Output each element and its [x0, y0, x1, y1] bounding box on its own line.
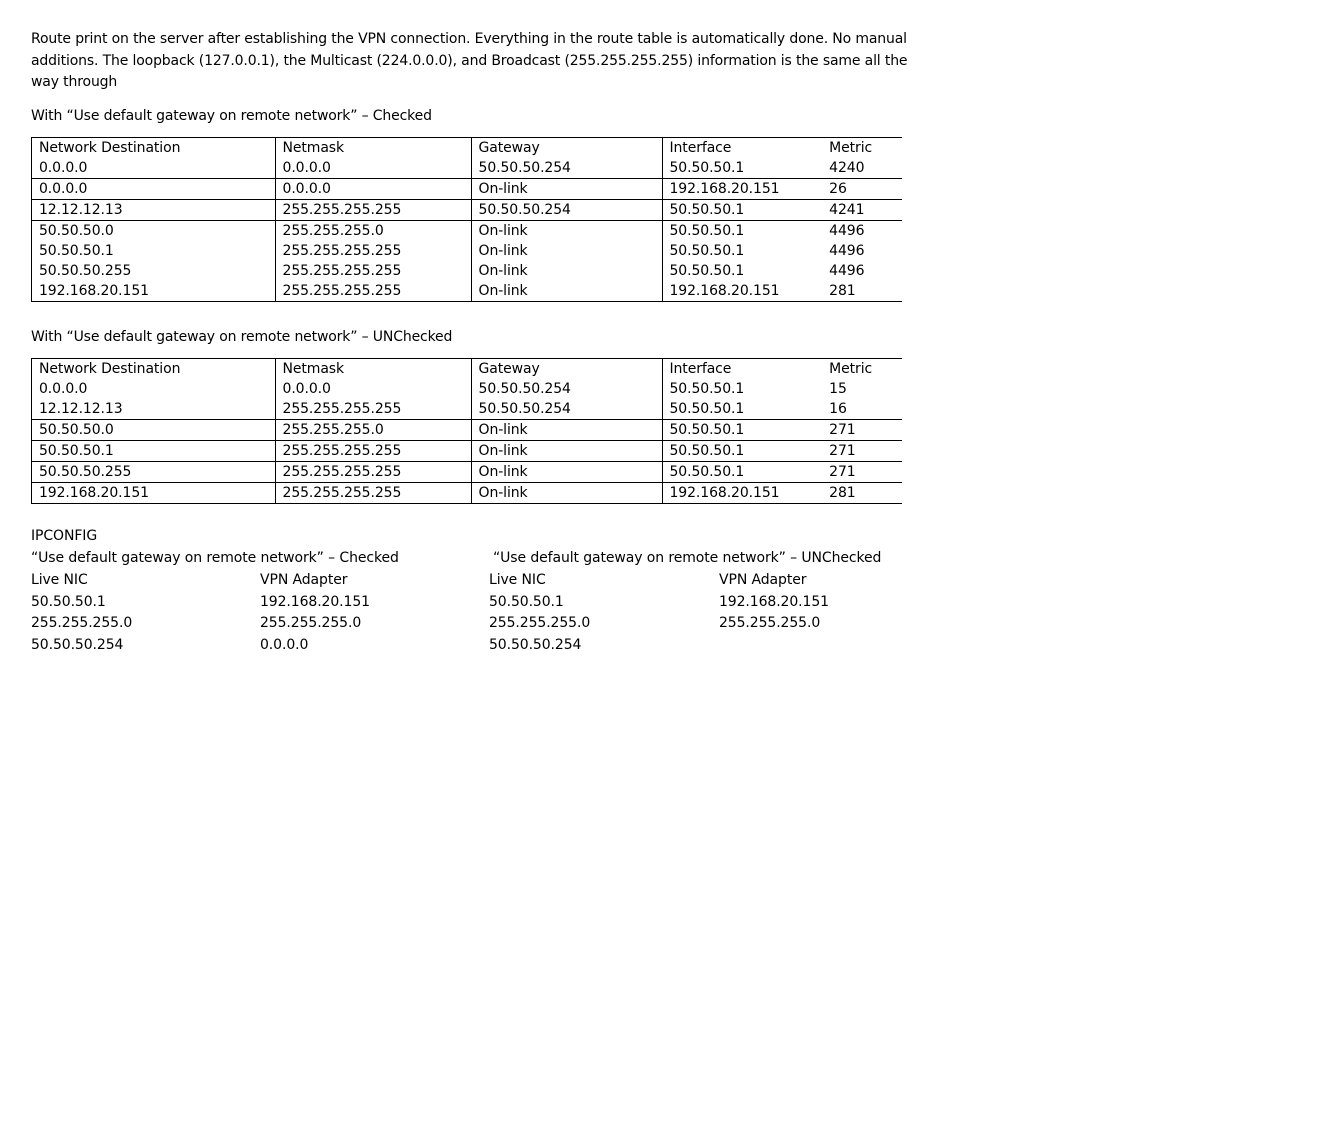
cell-destination: 192.168.20.151 [32, 281, 276, 302]
cell-netmask: 0.0.0.0 [275, 379, 471, 399]
table-row [32, 420, 903, 441]
cell-metric: 16 [824, 399, 902, 420]
cell-gateway: 50.50.50.254 [471, 200, 662, 221]
unchecked-live-nic-mask: 255.255.255.0 [489, 615, 591, 631]
table-row [32, 241, 903, 261]
cell-netmask: 255.255.255.255 [275, 281, 471, 302]
cell-metric: 281 [824, 483, 902, 504]
cell-destination: 50.50.50.255 [32, 462, 276, 483]
checked-live-nic-label: Live NIC [31, 572, 88, 588]
cell-metric: 4496 [829, 263, 865, 279]
table-row [32, 462, 903, 483]
cell-interface: 50.50.50.1 [662, 158, 824, 179]
unchecked-vpn-mask: 255.255.255.0 [719, 615, 821, 631]
cell-destination: 12.12.12.13 [32, 200, 276, 221]
cell-gateway: On-link [471, 281, 662, 302]
table-row [32, 200, 903, 221]
unchecked-vpn-adapter-label: VPN Adapter [719, 572, 807, 588]
cell-interface: 192.168.20.151 [662, 281, 824, 302]
header-netmask: Netmask [275, 138, 471, 159]
cell-netmask: 255.255.255.0 [275, 221, 471, 242]
cell-metric: 15 [829, 381, 847, 397]
cell-netmask: 255.255.255.255 [275, 462, 471, 483]
header-network-destination: Network Destination [32, 359, 276, 380]
ipconfig-checked-title: “Use default gateway on remote network” – Checked [31, 550, 399, 566]
cell-netmask: 255.255.255.255 [275, 241, 471, 261]
cell-interface: 192.168.20.151 [662, 483, 824, 504]
table-unchecked-caption: With “Use default gateway on remote network” – UNChecked [31, 329, 453, 345]
cell-interface: 50.50.50.1 [669, 223, 745, 239]
cell-gateway: On-link [471, 420, 662, 441]
unchecked-live-nic-gateway: 50.50.50.254 [489, 637, 582, 653]
unchecked-live-nic-label: Live NIC [489, 572, 546, 588]
cell-metric: 281 [824, 281, 902, 302]
cell-destination: 50.50.50.1 [32, 241, 276, 261]
table-row [32, 399, 903, 420]
header-interface: Interface [662, 359, 824, 380]
cell-netmask: 255.255.255.255 [275, 441, 471, 462]
cell-interface: 50.50.50.1 [669, 381, 745, 397]
cell-netmask: 255.255.255.0 [275, 420, 471, 441]
cell-netmask: 0.0.0.0 [275, 179, 471, 200]
cell-destination: 50.50.50.1 [32, 441, 276, 462]
checked-vpn-mask: 255.255.255.0 [260, 615, 362, 631]
cell-gateway: On-link [471, 241, 662, 261]
cell-destination: 0.0.0.0 [32, 379, 276, 399]
cell-interface: 50.50.50.1 [662, 441, 824, 462]
checked-live-nic-mask: 255.255.255.0 [31, 615, 133, 631]
table-row [32, 158, 903, 179]
header-netmask: Netmask [275, 359, 471, 380]
intro-paragraph: Route print on the server after establishing the VPN connection. Everything in the route table is automatically done. No manual additions. The loopback (127.0.0.1), the Multicast (224.0.0.0), and Broadcast (255.255.255.255) information is the same all the way through [31, 31, 908, 91]
route-table-unchecked [31, 358, 902, 504]
cell-gateway: On-link [471, 221, 662, 242]
cell-gateway: 50.50.50.254 [471, 379, 662, 399]
cell-interface: 50.50.50.1 [669, 243, 745, 259]
unchecked-live-nic-ip: 50.50.50.1 [489, 594, 564, 610]
cell-interface: 50.50.50.1 [662, 200, 824, 221]
table-header-row [32, 359, 903, 380]
cell-destination: 0.0.0.0 [32, 179, 276, 200]
cell-metric: 4241 [824, 200, 902, 221]
cell-metric: 271 [824, 441, 902, 462]
table-row [32, 281, 903, 302]
cell-metric: 26 [824, 179, 902, 200]
header-interface: Interface [662, 138, 824, 159]
cell-netmask: 255.255.255.255 [275, 200, 471, 221]
cell-gateway: On-link [471, 179, 662, 200]
cell-metric: 271 [824, 420, 902, 441]
table-row [32, 441, 903, 462]
cell-destination: 0.0.0.0 [32, 158, 276, 179]
cell-gateway: 50.50.50.254 [471, 158, 662, 179]
cell-interface: 192.168.20.151 [662, 179, 824, 200]
cell-interface: 50.50.50.1 [669, 263, 745, 279]
table-row [32, 221, 903, 242]
header-gateway: Gateway [471, 359, 662, 380]
cell-destination: 12.12.12.13 [32, 399, 276, 420]
cell-netmask: 255.255.255.255 [275, 483, 471, 504]
table-checked-caption: With “Use default gateway on remote network” – Checked [31, 108, 432, 124]
cell-gateway: 50.50.50.254 [471, 399, 662, 420]
cell-destination: 192.168.20.151 [32, 483, 276, 504]
table-row [32, 379, 903, 399]
ipconfig-title: IPCONFIG [31, 528, 98, 544]
cell-interface: 50.50.50.1 [662, 462, 824, 483]
cell-destination: 50.50.50.255 [32, 261, 276, 281]
cell-netmask: 0.0.0.0 [275, 158, 471, 179]
checked-live-nic-ip: 50.50.50.1 [31, 594, 106, 610]
cell-interface: 50.50.50.1 [662, 399, 824, 420]
route-table-checked [31, 137, 902, 302]
ipconfig-unchecked-title: “Use default gateway on remote network” – UNChecked [493, 550, 882, 566]
cell-interface: 50.50.50.1 [662, 420, 824, 441]
cell-gateway: On-link [471, 483, 662, 504]
cell-netmask: 255.255.255.255 [275, 261, 471, 281]
cell-netmask: 255.255.255.255 [275, 399, 471, 420]
unchecked-vpn-ip: 192.168.20.151 [719, 594, 829, 610]
cell-metric: 4496 [829, 223, 865, 239]
document [31, 29, 931, 653]
cell-metric: 4496 [829, 243, 865, 259]
header-metric: Metric [824, 138, 902, 159]
header-metric: Metric [824, 359, 902, 380]
checked-vpn-gateway: 0.0.0.0 [260, 637, 309, 653]
cell-gateway: On-link [471, 261, 662, 281]
header-network-destination: Network Destination [32, 138, 276, 159]
checked-vpn-adapter-label: VPN Adapter [260, 572, 348, 588]
cell-destination: 50.50.50.0 [32, 221, 276, 242]
checked-vpn-ip: 192.168.20.151 [260, 594, 370, 610]
header-gateway: Gateway [471, 138, 662, 159]
cell-metric: 4240 [824, 158, 902, 179]
table-row [32, 261, 903, 281]
table-header-row [32, 138, 903, 159]
cell-gateway: On-link [471, 462, 662, 483]
table-row [32, 179, 903, 200]
table-row [32, 483, 903, 504]
cell-gateway: On-link [471, 441, 662, 462]
cell-metric: 271 [824, 462, 902, 483]
cell-destination: 50.50.50.0 [32, 420, 276, 441]
checked-live-nic-gateway: 50.50.50.254 [31, 637, 124, 653]
